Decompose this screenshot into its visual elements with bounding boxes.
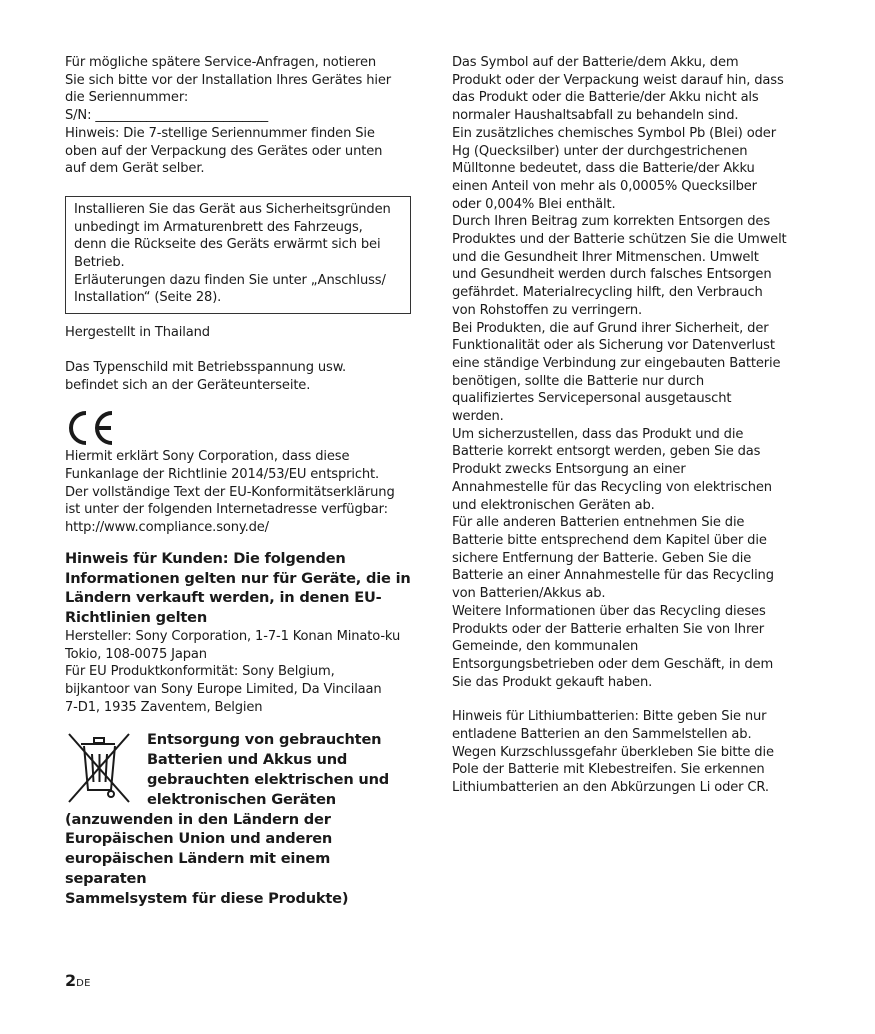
crossed-out-wheelie-bin-icon [65,732,135,804]
language-code: DE [76,978,91,989]
page-number [65,972,91,993]
ce-declaration: Hiermit erklärt Sony Corporation, dass diese Funkanlage der Richtlinie 2014/53/EU entspricht. Der vollständige Text der EU-Konformitätserklärung ist unter der folgenden Internetadresse verfügbar: http://www.compliance.sony.de/ [65,449,395,536]
ce-mark-icon [66,410,118,446]
page-number-value: 2 [65,971,77,990]
serial-hint: Hinweis: Die 7-stellige Seriennummer finden Sie oben auf der Verpackung des Gerätes oder unten auf dem Gerät selber. [65,125,383,177]
weee-heading-line: gebrauchten elektrischen und [147,771,390,789]
eu-customer-heading: Hinweis für Kunden: Die folgenden Informationen gelten nur für Geräte, die in Ländern verkauft werden, in denen EU- Richtlinien gelten [65,549,411,627]
weee-heading-line: Europäischen Union und anderen [65,830,333,848]
battery-disposal-text: Das Symbol auf der Batterie/dem Akku, dem Produkt oder der Verpackung weist darauf hin, dass das Produkt oder die Batterie/der Akku nicht als normaler Haushaltsabfall zu behandeln sind. Ein zusätzliches chemisches Symbol Pb (Blei) oder Hg (Quecksilber) unter der durchgestrichenen Mülltonne bedeutet, dass die Batterie/der Akku einen Anteil von mehr als 0,0005% Quecksilber oder 0,004% Blei enthält. Durch Ihren Beitrag zum korrekten Entsorgen des Produktes und der Batterie schützen Sie die Umwelt und die Gesundheit Ihrer Mitmenschen. Umwelt und Gesundheit werden durch falsches Entsorgen gefährdet. Materialrecycling hilft, den Verbrauch von Rohstoffen zu verringern. Bei Produkten, die auf Grund ihrer Sicherheit, der Funktionalität oder als Sicherung vor Datenverlust eine ständige Verbindung zur eingebauten Batterie benötigen, sollte die Batterie nur durch qualifiziertes Servicepersonal ausgetauscht werden. Um sicherzustellen, dass das Produkt und die Batterie korrekt entsorgt werden, geben Sie das Produkt zwecks Entsorgung an einer Annahmestelle für das Recycling von elektrischen und elektronischen Geräten ab. Für alle anderen Batterien entnehmen Sie die Batterie bitte entsprechend dem Kapitel über die sichere Entfernung der Batterie. Geben Sie die Batterie an einer Annahmestelle für das Recycling von Batterien/Akkus ab. Weitere Informationen über das Recycling dieses Produkts oder der Batterie erhalten Sie von Ihrer Gemeinde, den kommunalen Entsorgungsbetrieben oder dem Geschäft, in dem Sie das Produkt gekauft haben. [452,55,787,690]
manufacturer-info: Hersteller: Sony Corporation, 1-7-1 Konan Minato-ku Tokio, 108-0075 Japan Für EU Produktkonformität: Sony Belgium, bijkantoor van Sony Europe Limited, Da Vincilaan 7-D1, 1935 Zaventem, Belgien [65,628,401,715]
weee-section [65,730,415,908]
weee-heading-line: Entsorgung von gebrauchten [147,731,382,749]
serial-number-line: S/N: ___________________________ [65,108,269,124]
lithium-battery-note: Hinweis für Lithiumbatterien: Bitte geben Sie nur entladene Batterien an den Sammelstellen ab. Wegen Kurzschlussgefahr überkleben Sie bitte die Pole der Batterie mit Klebestreifen. Sie erkennen Lithiumbatterien an den Abkürzungen Li oder CR. [452,709,774,796]
installation-notice-box: Installieren Sie das Gerät aus Sicherheitsgründen unbedingt im Armaturenbrett des Fahrzeugs, denn die Rückseite des Geräts erwärmt sich bei Betrieb. Erläuterungen dazu finden Sie unter „Anschluss/ Installation“ (Seite 28). [65,196,411,314]
left-column [65,54,415,909]
nameplate-note: Das Typenschild mit Betriebsspannung usw. befindet sich an der Geräteunterseite. [65,359,347,393]
weee-heading-line: elektronischen Geräten [147,790,336,808]
service-intro: Für mögliche spätere Service-Anfragen, notieren Sie sich bitte vor der Installation Ihres Gerätes hier die Seriennummer: [65,55,391,106]
weee-heading-line: europäischen Ländern mit einem separaten [65,850,331,888]
weee-heading-line: Batterien und Akkus und [147,751,348,769]
weee-heading-line: (anzuwenden in den Ländern der [65,810,331,828]
weee-heading-line: Sammelsystem für diese Produkte) [65,889,349,907]
made-in: Hergestellt in Thailand [65,325,210,341]
right-column [452,54,802,797]
